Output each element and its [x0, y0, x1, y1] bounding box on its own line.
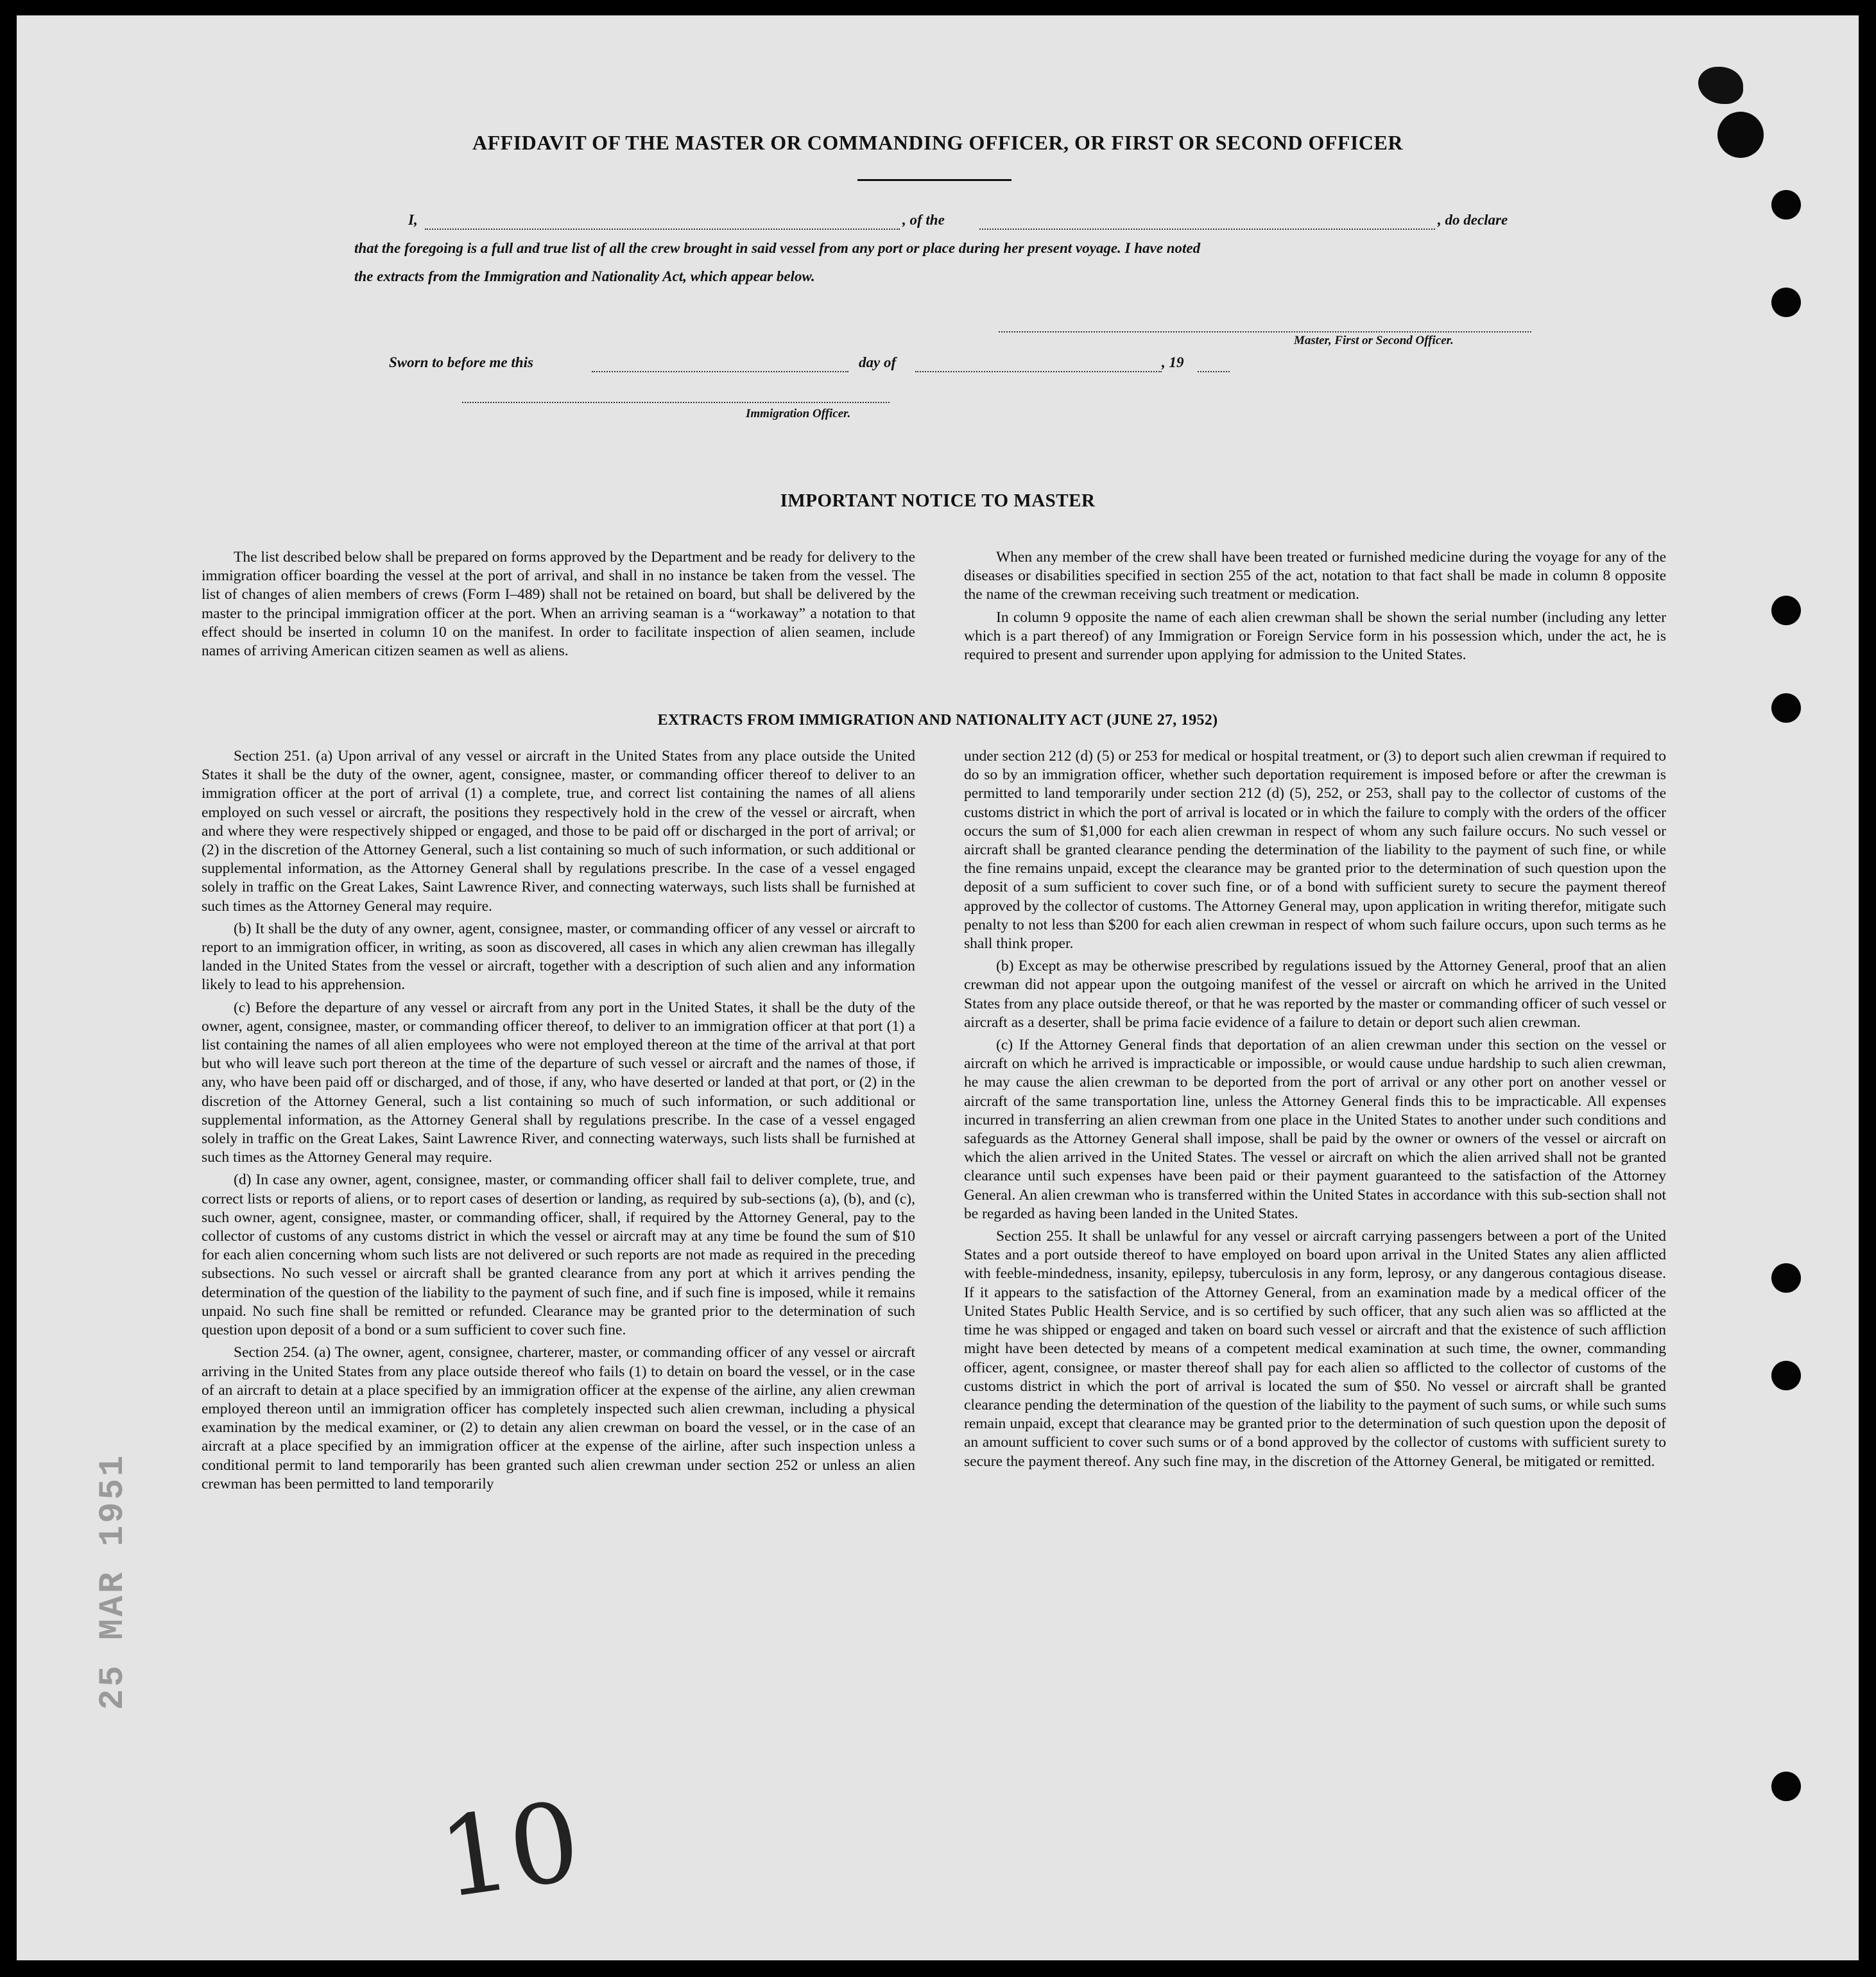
- punch-hole: [1771, 693, 1801, 723]
- master-label: Master, First or Second Officer.: [1294, 334, 1454, 347]
- notice-left-paragraph: The list described below shall be prepared on forms approved by the Department and be ready for delivery to the immigration officer boarding the vessel at the port of arrival, and shall in no instance be taken from the vessel. The list of changes of alien members of crews (Form I–489) shall not be retained on board, but shall be delivered by the master to the principal immigration officer at the port. When an arriving seaman is a “workaway” a notation to that effect should be inserted in column 10 on the manifest. In order to facilitate inspection of alien seamen, include names of arriving American citizen seamen as well as aliens.: [202, 549, 915, 660]
- notice-left-column: [202, 548, 915, 664]
- received-stamp: 25 MAR 1951: [94, 1453, 133, 1710]
- notice-right-paragraph-1: When any member of the crew shall have been treated or furnished medicine during the voyage for any of the diseases or disabilities specified in section 255 of the act, notation to that fact shall be made in column 8 opposite the name of the crewman receiving such treatment or medication.: [964, 549, 1666, 603]
- punch-hole: [1771, 1263, 1801, 1293]
- extracts-right-column: [964, 747, 1666, 1475]
- title-rule: [857, 179, 1011, 181]
- section-251-b: (b) It shall be the duty of any owner, agent, consignee, master, or commanding officer of any vessel or aircraft to report to an immigration officer, in writing, as soon as discovered, all cases in which any alien crewman has illegally landed in the United States from the vessel or aircraft, together with a description of such alien and any information likely to lead to his apprehension.: [202, 920, 915, 994]
- section-251-c: (c) Before the departure of any vessel or aircraft from any port in the United States, it shall be the duty of the owner, agent, consignee, master, or commanding officer thereof, to deliver to an immigration officer at that port (1) a list containing the names of all alien employees who were not employed thereon at the time of the arrival at that port but who will leave such port thereon at the time of the departure of such vessel or aircraft and the names of those, if any, who have been paid off or discharged, and of those, if any, who have deserted or landed at that port, or (2) in the discretion of the Attorney General, such a list containing so much of such information, or such additional or supplemental information, as the Attorney General shall by regulations prescribe. In the case of a vessel engaged solely in traffic on the Great Lakes, Saint Lawrence River, and connecting waterways, such lists shall be furnished at such times as the Attorney General may require.: [202, 999, 915, 1166]
- sworn-date-blank: [592, 371, 848, 372]
- extracts-title: EXTRACTS FROM IMMIGRATION AND NATIONALITY ACT (JUNE 27, 1952): [657, 712, 1218, 729]
- month-blank: [915, 371, 1162, 372]
- handwritten-number: 10: [432, 1777, 588, 1924]
- decl-of-the: , of the: [902, 212, 945, 228]
- extracts-left-column: [202, 747, 915, 1498]
- punch-hole: [1771, 288, 1801, 317]
- decl-line-3: the extracts from the Immigration and Nationality Act, which appear below.: [354, 268, 815, 284]
- immigration-officer-label: Immigration Officer.: [746, 407, 851, 420]
- section-254-b: (b) Except as may be otherwise prescribed by regulations issued by the Attorney General, proof that an alien crewman did not appear upon the outgoing manifest of the vessel or aircraft on which he arrived in the United States from any place outside thereof, or that he was reported by the master or commanding officer of such vessel or aircraft as a deserter, shall be prima facie evidence of a failure to detain or deport such alien crewman.: [964, 958, 1666, 1031]
- decl-i: I,: [408, 212, 418, 228]
- section-254-a: Section 254. (a) The owner, agent, consignee, charterer, master, or commanding officer of any vessel or aircraft arriving in the United States from any place outside thereof who fails (1) to detain on board the vessel, or in the case of an aircraft to detain at a place specified by an immigration officer at the expense of the airline, any alien crewman employed thereon until an immigration officer has completely inspected such alien crewman, including a physical examination by the medical examiner, or (2) to detain any alien crewman on board the vessel, or in the case of an aircraft at a place specified by an immigration officer at the expense of the airline, after such inspection unless a conditional permit to land temporarily has been granted such alien crewman under section 252 or unless an alien crewman has been permitted to land temporarily: [202, 1344, 915, 1492]
- ink-blot: [1698, 67, 1743, 104]
- punch-hole: [1771, 1772, 1801, 1801]
- year-blank: [1198, 371, 1230, 372]
- section-255: Section 255. It shall be unlawful for any vessel or aircraft carrying passengers between a port of the United States and a port outside thereof to have employed on board upon arrival in the United States any alien afflicted with feeble-mindedness, insanity, epilepsy, tuberculosis in any form, leprosy, or any dangerous contagious disease. If it appears to the satisfaction of the Attorney General, from an examination made by a medical officer of the United States Public Health Service, and is so certified by such officer, that any such alien was so afflicted at the time he was shipped or engaged and taken on board such vessel or aircraft and that the existence of such affliction might have been detected by means of a competent medical examination at such time, the owner, commanding officer, agent, consignee, or master thereof shall pay for each alien so afflicted to the collector of customs of the customs district in which the port of arrival is located the sum of $50. No vessel or aircraft shall be granted clearance pending the determination of the question of the liability to the payment of such sums, or while such sums remain unpaid, except that clearance may be granted prior to the determination of such question upon the deposit of an amount sufficient to cover such sums or of a bond approved by the collector of customs with sufficient surety to secure the payment thereof. Any such fine may, in the discretion of the Attorney General, be mitigated or remitted.: [964, 1228, 1666, 1470]
- notice-right-column: [964, 548, 1666, 668]
- section-251-a: Section 251. (a) Upon arrival of any vessel or aircraft in the United States from any place outside the United States it shall be the duty of the owner, agent, consignee, master, or commanding officer thereof to deliver to an immigration officer at the port of arrival (1) a complete, true, and correct list containing the names of all aliens employed on such vessel or aircraft, the positions they respectively hold in the crew of the vessel or aircraft, when and where they were respectively shipped or engaged, and those to be paid off or discharged in the port of arrival; or (2) in the discretion of the Attorney General, such a list containing so much of such information, or such additional or supplemental information, as the Attorney General shall by regulations prescribe. In the case of a vessel engaged solely in traffic on the Great Lakes, Saint Lawrence River, and connecting waterways, such lists shall be furnished at such times as the Attorney General may require.: [202, 748, 915, 915]
- year-label: , 19: [1162, 354, 1184, 370]
- affidavit-title: AFFIDAVIT OF THE MASTER OR COMMANDING OFFICER, OR FIRST OR SECOND OFFICER: [472, 131, 1403, 154]
- vessel-blank: [979, 229, 1435, 230]
- notice-title: IMPORTANT NOTICE TO MASTER: [780, 490, 1096, 511]
- day-of: day of: [859, 354, 897, 370]
- decl-line-2: that the foregoing is a full and true list of all the crew brought in said vessel from any port or place during her present voyage. I have noted: [354, 240, 1201, 256]
- section-254-a-continued: under section 212 (d) (5) or 253 for medical or hospital treatment, or (3) to deport such alien crewman if required to do so by an immigration officer, whether such deportation requirement is imposed before or after the crewman is permitted to land temporarily under section 212 (d) (5), 252, or 253, shall pay to the collector of customs of the customs district in which the port of arrival is located or in which the failure to comply with the orders of the officer occurs the sum of $1,000 for each alien crewman in respect of whom any such failure occurs. No such vessel or aircraft shall be granted clearance pending the determination of the liability to the payment of such fine, or while the fine remains unpaid, except the clearance may be granted prior to the determination of such question upon the deposit of a sum sufficient to cover such fine, or of a bond with sufficient surety to secure the payment thereof approved by the collector of customs. The Attorney General may, upon application in writing therefor, mitigate such penalty to not less than $200 for each alien crewman in respect of whom such failure occurs, upon such terms as he shall think proper.: [964, 748, 1666, 953]
- name-blank: [425, 229, 900, 230]
- decl-do-declare: , do declare: [1438, 212, 1508, 228]
- section-254-c: (c) If the Attorney General finds that deportation of an alien crewman under this section on the vessel or aircraft on which he arrived is impracticable or impossible, or would cause undue hardship to such alien crewman, he may cause the alien crewman to be deported from the port of arrival or any other port on another vessel or aircraft of the same transportation line, unless the Attorney General finds this to be impracticable. All expenses incurred in transferring an alien crewman from one place in the United States to another under such conditions and safeguards as the Attorney General shall impose, shall be paid by the owner or owners of the vessel or aircraft on which the alien arrived in the United States. The vessel or aircraft on which the alien arrived shall not be granted clearance until such expenses have been paid or their payment guaranteed to the satisfaction of the Attorney General. An alien crewman who is transferred within the United States in accordance with this sub-section shall not be regarded as having been landed in the United States.: [964, 1037, 1666, 1222]
- immigration-officer-line: [462, 402, 890, 403]
- document-page: [17, 15, 1859, 1960]
- sworn-text: Sworn to before me this: [389, 354, 533, 370]
- punch-hole: [1771, 190, 1801, 220]
- ink-blot: [1717, 112, 1764, 158]
- section-251-d: (d) In case any owner, agent, consignee, master, or commanding officer shall fail to deliver complete, true, and correct lists or reports of aliens, or to report cases of desertion or landing, as required by sub-sections (a), (b), and (c), such owner, agent, consignee, master, or commanding officer, shall, if required by the Attorney General, pay to the collector of customs of any customs district in which the vessel or aircraft may at any time be found the sum of $10 for each alien concerning whom such lists are not delivered or such reports are not made as required in the preceding subsections. No such vessel or aircraft shall be granted clearance from any port at which it arrives pending the determination of the question of the liability to the payment of such fine, and if such fine is imposed, while it remains unpaid. No such fine shall be remitted or refunded. Clearance may be granted prior to the determination of such question upon deposit of a bond or a sum sufficient to cover such fine.: [202, 1171, 915, 1339]
- punch-hole: [1771, 1361, 1801, 1390]
- punch-hole: [1771, 596, 1801, 625]
- master-signature-line: [999, 331, 1531, 332]
- notice-right-paragraph-2: In column 9 opposite the name of each alien crewman shall be shown the serial number (including any letter which is a part thereof) of any Immigration or Foreign Service form in his possession which, under the act, he is required to present and surrender upon applying for admission to the United States.: [964, 609, 1666, 664]
